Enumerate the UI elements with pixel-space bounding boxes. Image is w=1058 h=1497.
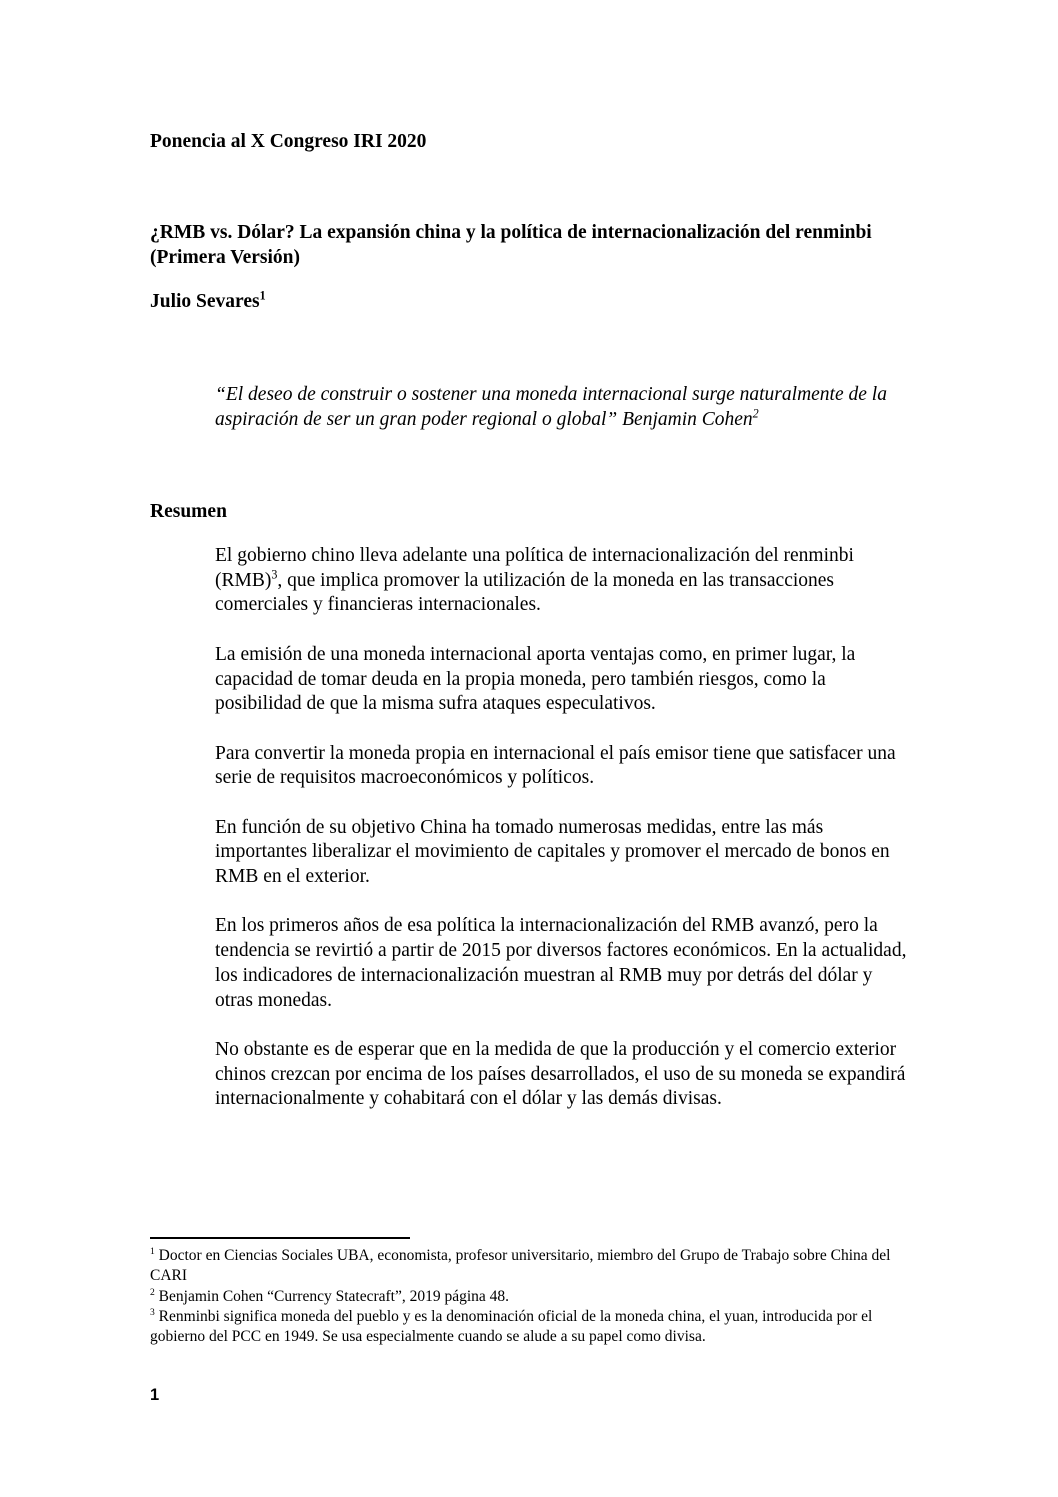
page-number: 1: [150, 1386, 160, 1404]
footnote-1: [150, 1246, 904, 1287]
footnote-separator: [150, 1237, 410, 1239]
document-author: [150, 290, 650, 315]
paragraph-1-text-cont: , que implica promover la utilización de la moneda en las transacciones comerciales y financieras internacionales.: [215, 569, 835, 616]
paragraph-4: En función de su objetivo China ha tomado numerosas medidas, entre las más importantes liberalizar el movimiento de capitales y promover el mercado de bonos en RMB en el exterior.: [215, 816, 890, 888]
epigraph-footnote-ref: 2: [752, 406, 759, 421]
footnote-2-number: 2: [150, 1286, 155, 1298]
paragraph-1-footnote-ref: 3: [271, 567, 278, 582]
document-header: Ponencia al X Congreso IRI 2020: [150, 131, 427, 152]
paragraph-6: No obstante es de esperar que en la medida de que la producción y el comercio exterior chinos crezcan por encima de los países desarrollados, el uso de su moneda se expandirá internacionalmente y cohabitará con el dólar y las demás divisas.: [215, 1038, 906, 1110]
footnote-3: [150, 1307, 904, 1348]
author-footnote-ref: 1: [259, 288, 266, 303]
footnote-2-text: Benjamin Cohen “Currency Statecraft”, 2019 página 48.: [158, 1287, 510, 1305]
paragraph-3: Para convertir la moneda propia en internacional el país emisor tiene que satisfacer una serie de requisitos macroeconómicos y políticos.: [215, 742, 896, 789]
footnote-3-number: 3: [150, 1306, 155, 1318]
paragraph-1-text: El gobierno chino lleva adelante una política de internacionalización del renminbi (RMB): [215, 545, 854, 591]
footnote-2: [150, 1287, 904, 1307]
footnote-1-text: Doctor en Ciencias Sociales UBA, economista, profesor universitario, miembro del Grupo de Trabajo sobre China del CARI: [150, 1247, 891, 1285]
epigraph-text: “El deseo de construir o sostener una moneda internacional surge naturalmente de la aspiración de ser un gran poder regional o global” Benjamin Cohen: [215, 384, 887, 430]
section-heading-resumen: Resumen: [150, 501, 227, 522]
footnotes-section: [150, 1246, 904, 1347]
author-name: Julio Sevares: [150, 291, 260, 312]
paragraph-1: [215, 544, 912, 618]
footnote-3-text: Renminbi significa moneda del pueblo y es la denominación oficial de la moneda china, el yuan, introducida por el gobierno del PCC en 1949. Se usa especialmente cuando se alude a su papel como divisa.: [150, 1307, 873, 1346]
footnote-1-number: 1: [150, 1245, 155, 1257]
paragraph-2: La emisión de una moneda internacional aporta ventajas como, en primer lugar, la capacidad de tomar deuda en la propia moneda, pero también riesgos, como la posibilidad de que la misma sufra ataques especulativos.: [215, 643, 856, 715]
epigraph-quote: [215, 382, 915, 432]
paragraph-5: En los primeros años de esa política la internacionalización del RMB avanzó, pero la tendencia se revirtió a partir de 2015 por diversos factores económicos. En la actualidad, los indicadores de internacionalización muestran al RMB muy por detrás del dólar y otras monedas.: [215, 915, 907, 1011]
abstract-body: [215, 544, 912, 1137]
document-title: ¿RMB vs. Dólar? La expansión china y la política de internacionalización del renminbi (Primera Versión): [150, 222, 872, 268]
